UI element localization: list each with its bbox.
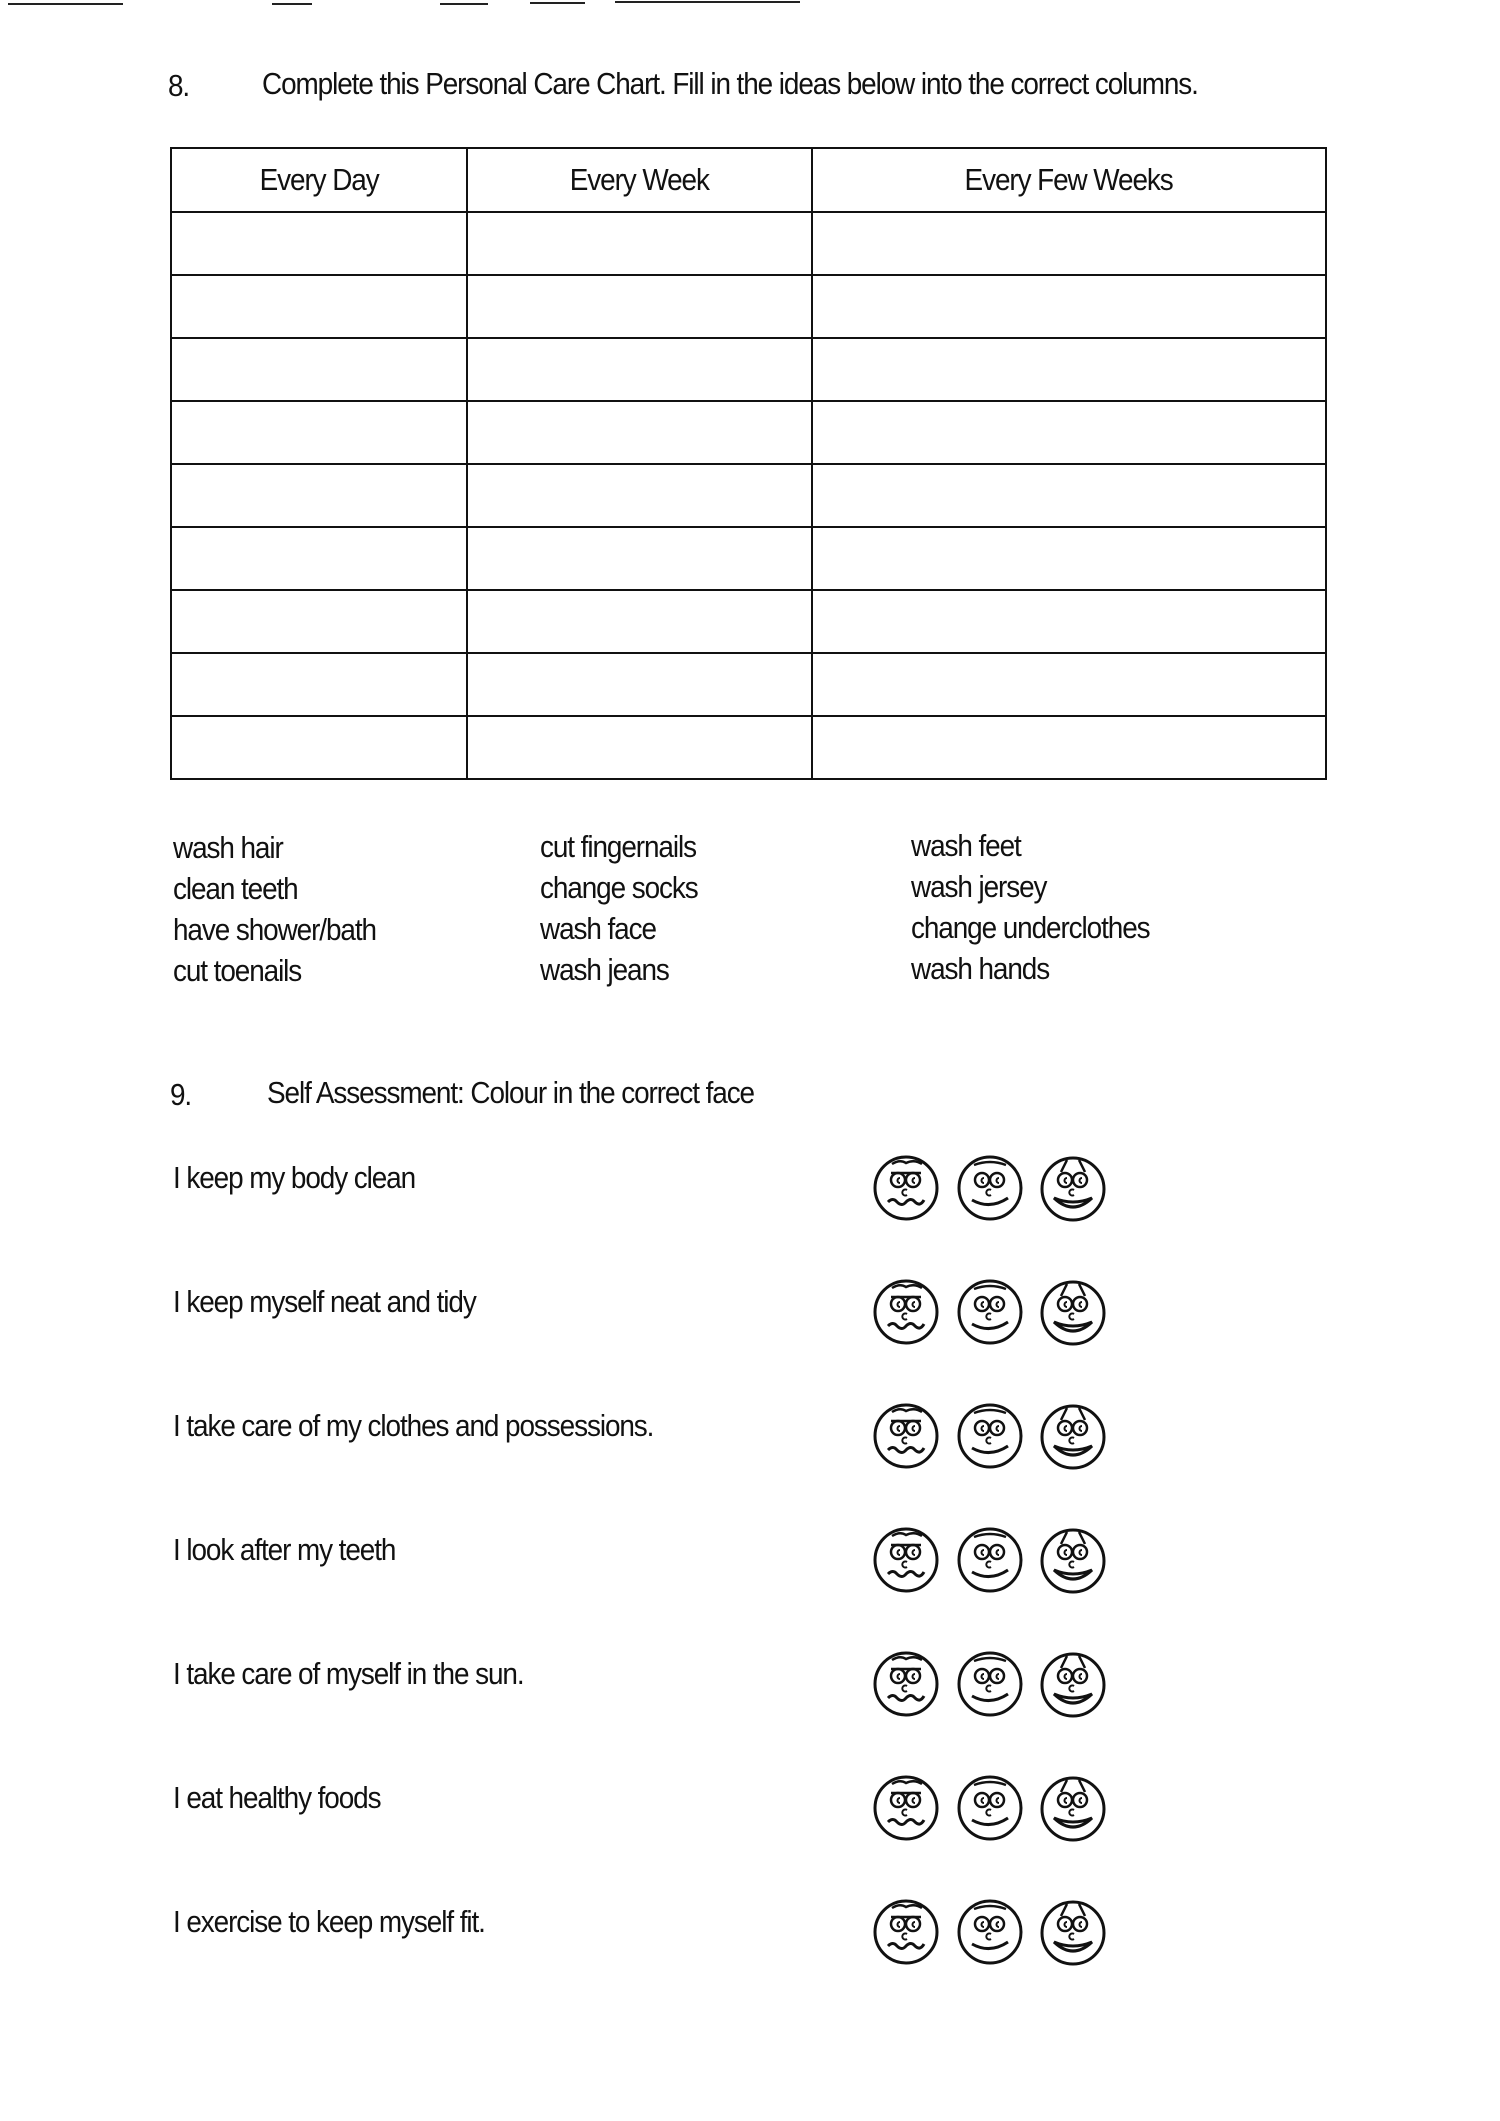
chart-cell[interactable] — [171, 653, 467, 716]
scan-artifact — [440, 3, 488, 5]
chart-cell[interactable] — [171, 275, 467, 338]
neutral-face-icon[interactable] — [954, 1646, 1026, 1718]
idea-item: cut toenails — [173, 953, 302, 988]
chart-cell[interactable] — [812, 275, 1326, 338]
chart-row — [171, 527, 1326, 590]
neutral-face-icon[interactable] — [954, 1274, 1026, 1346]
unhappy-face-icon[interactable] — [870, 1150, 942, 1222]
column-header-every-few-weeks: Every Few Weeks — [812, 148, 1326, 212]
unhappy-face-icon[interactable] — [870, 1274, 942, 1346]
unhappy-face-icon[interactable] — [870, 1522, 942, 1594]
question-8-instruction: Complete this Personal Care Chart. Fill in the ideas below into the correct columns. — [262, 66, 1198, 101]
scan-artifact — [8, 3, 123, 5]
chart-cell[interactable] — [812, 212, 1326, 275]
chart-cell[interactable] — [467, 275, 812, 338]
chart-cell[interactable] — [812, 401, 1326, 464]
idea-item: wash feet — [911, 828, 1021, 863]
neutral-face-icon[interactable] — [954, 1894, 1026, 1966]
chart-cell[interactable] — [812, 716, 1326, 779]
happy-face-icon[interactable] — [1037, 1770, 1109, 1842]
scan-artifact — [530, 2, 585, 4]
assessment-statement: I exercise to keep myself fit. — [173, 1904, 485, 1939]
question-8-number: 8. — [168, 68, 190, 103]
chart-row — [171, 653, 1326, 716]
idea-item: wash hair — [173, 830, 283, 865]
column-header-every-week: Every Week — [467, 148, 812, 212]
chart-cell[interactable] — [171, 401, 467, 464]
chart-cell[interactable] — [171, 716, 467, 779]
chart-cell[interactable] — [171, 464, 467, 527]
chart-row — [171, 275, 1326, 338]
assessment-statement: I look after my teeth — [173, 1532, 396, 1567]
chart-row — [171, 338, 1326, 401]
happy-face-icon[interactable] — [1037, 1398, 1109, 1470]
unhappy-face-icon[interactable] — [870, 1398, 942, 1470]
chart-cell[interactable] — [171, 590, 467, 653]
idea-item: change socks — [540, 870, 698, 905]
scan-artifact — [272, 3, 312, 5]
chart-cell[interactable] — [812, 464, 1326, 527]
idea-item: clean teeth — [173, 871, 298, 906]
unhappy-face-icon[interactable] — [870, 1646, 942, 1718]
chart-cell[interactable] — [812, 653, 1326, 716]
chart-cell[interactable] — [467, 590, 812, 653]
chart-cell[interactable] — [467, 401, 812, 464]
chart-cell[interactable] — [171, 527, 467, 590]
idea-item: wash face — [540, 911, 656, 946]
happy-face-icon[interactable] — [1037, 1522, 1109, 1594]
happy-face-icon[interactable] — [1037, 1150, 1109, 1222]
idea-item: wash jeans — [540, 952, 669, 987]
unhappy-face-icon[interactable] — [870, 1894, 942, 1966]
assessment-statement: I take care of myself in the sun. — [173, 1656, 524, 1691]
idea-item: cut fingernails — [540, 829, 696, 864]
idea-item: change underclothes — [911, 910, 1150, 945]
chart-cell[interactable] — [812, 527, 1326, 590]
happy-face-icon[interactable] — [1037, 1274, 1109, 1346]
chart-cell[interactable] — [467, 527, 812, 590]
scan-artifact — [615, 1, 800, 3]
question-9-number: 9. — [170, 1077, 192, 1112]
chart-cell[interactable] — [812, 590, 1326, 653]
assessment-statement: I keep myself neat and tidy — [173, 1284, 476, 1319]
idea-item: wash jersey — [911, 869, 1047, 904]
assessment-statement: I keep my body clean — [173, 1160, 416, 1195]
chart-cell[interactable] — [467, 464, 812, 527]
neutral-face-icon[interactable] — [954, 1398, 1026, 1470]
personal-care-chart — [170, 147, 1327, 780]
happy-face-icon[interactable] — [1037, 1646, 1109, 1718]
chart-row — [171, 716, 1326, 779]
happy-face-icon[interactable] — [1037, 1894, 1109, 1966]
chart-cell[interactable] — [467, 338, 812, 401]
neutral-face-icon[interactable] — [954, 1770, 1026, 1842]
chart-cell[interactable] — [467, 653, 812, 716]
chart-row — [171, 464, 1326, 527]
idea-item: have shower/bath — [173, 912, 376, 947]
question-9-instruction: Self Assessment: Colour in the correct face — [267, 1075, 754, 1110]
neutral-face-icon[interactable] — [954, 1522, 1026, 1594]
chart-cell[interactable] — [467, 212, 812, 275]
idea-item: wash hands — [911, 951, 1050, 986]
chart-cell[interactable] — [171, 338, 467, 401]
unhappy-face-icon[interactable] — [870, 1770, 942, 1842]
chart-row — [171, 590, 1326, 653]
chart-row — [171, 401, 1326, 464]
chart-cell[interactable] — [467, 716, 812, 779]
chart-cell[interactable] — [812, 338, 1326, 401]
chart-row — [171, 212, 1326, 275]
assessment-statement: I eat healthy foods — [173, 1780, 381, 1815]
assessment-statement: I take care of my clothes and possessions. — [173, 1408, 654, 1443]
column-header-every-day: Every Day — [171, 148, 467, 212]
neutral-face-icon[interactable] — [954, 1150, 1026, 1222]
chart-cell[interactable] — [171, 212, 467, 275]
